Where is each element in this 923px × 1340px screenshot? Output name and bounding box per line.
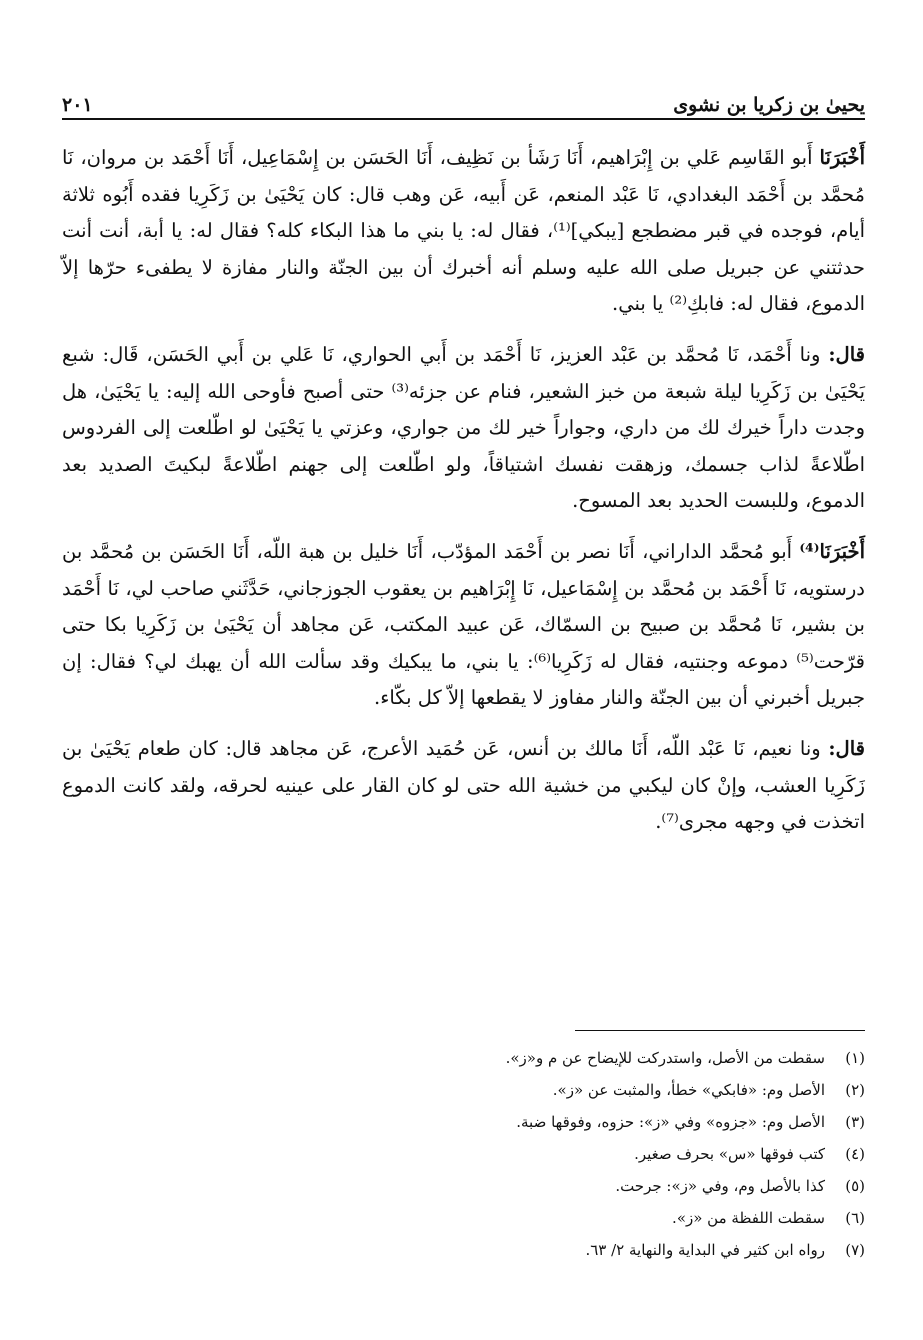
footnote bbox=[62, 1106, 865, 1138]
footnote bbox=[62, 1042, 865, 1074]
paragraph-text: أَبو مُحمَّد الداراني، أَنَا نصر بن أَحْمَد المؤدّب، أَنَا خليل بن هبة اللّه، أَنَا الحَسَن بن مُحمَّد بن درستويه، نَا أَحْمَد بن مُحمَّد بن إِسْمَاعيل، نَا إِبْرَاهيم بن يعقوب الجوزجاني، حَدَّثَني صاحب لي، نَا أَحْمَد بن بشير، نَا مُحمَّد بن صبيح بن السمّاك، عَن عبيد المكتب، عَن مجاهد أن يَحْيَىٰ بن زَكَرِيا بكا حتى قرّحت⁽⁵⁾ دموعه وجنتيه، فقال له زَكَرِيا⁽⁶⁾: يا بني، ما يبكيك وقد سألت الله أن يهبك لي؟ فقال: إن جبريل أخبرني أن بين الجنّة والنار مفاوز لا يقطعها إلاّ كل بكّاء. bbox=[62, 539, 865, 710]
footnote bbox=[62, 1170, 865, 1202]
footnote-text: كتب فوقها «س» بحرف صغير. bbox=[634, 1145, 825, 1163]
page-header bbox=[62, 80, 865, 116]
paragraph-lead: قال: bbox=[828, 342, 865, 366]
paragraph-lead: قال: bbox=[828, 736, 865, 760]
footnote bbox=[62, 1234, 865, 1266]
footnote-number: (٦) bbox=[845, 1209, 865, 1227]
footnote-text: رواه ابن كثير في البداية والنهاية ٢/ ٦٣. bbox=[585, 1241, 825, 1259]
footnote-number: (١) bbox=[845, 1049, 865, 1067]
paragraph bbox=[62, 140, 865, 323]
footnote-text: الأصل وم: «فابكي» خطأ، والمثبت عن «ز». bbox=[552, 1081, 825, 1099]
footnote bbox=[62, 1138, 865, 1170]
main-text bbox=[62, 140, 865, 855]
footnotes bbox=[62, 1042, 865, 1266]
footnote-number: (٢) bbox=[845, 1081, 865, 1099]
footnote-number: (٧) bbox=[845, 1241, 865, 1259]
footnote-number: (٤) bbox=[845, 1145, 865, 1163]
footnote bbox=[62, 1074, 865, 1106]
paragraph bbox=[62, 731, 865, 841]
footnote-number: (٥) bbox=[845, 1177, 865, 1195]
paragraph bbox=[62, 534, 865, 717]
running-title: يحيىٰ بن زكريا بن نشوى bbox=[673, 94, 865, 116]
footnote-text: سقطت اللفظة من «ز». bbox=[672, 1209, 825, 1227]
paragraph bbox=[62, 337, 865, 520]
footnote bbox=[62, 1202, 865, 1234]
paragraph-lead: أَخْبَرَنَا bbox=[819, 146, 865, 169]
footnote-text: الأصل وم: «جزوه» وفي «ز»: حزوه، وفوقها ضبة. bbox=[516, 1113, 825, 1131]
header-rule bbox=[62, 118, 865, 120]
paragraph-lead: أَخْبَرَنَا⁽⁴⁾ bbox=[799, 539, 865, 563]
footnote-number: (٣) bbox=[845, 1113, 865, 1131]
paragraph-text: ونا أَحْمَد، نَا مُحمَّد بن عَبْد العزيز، نَا أَحْمَد بن أَبي الحواري، نَا عَلي بن أَبي الحَسَن، قَال: شبع يَحْيَىٰ بن زَكَرِيا ليلة شبعة من خبز الشعير، فنام عن جزئه⁽³⁾ حتى أصبح فأوحى الله إليه: يا يَحْيَىٰ، هل وجدت داراً خيرك لك من داري، وجواراً خير لك من جواري، وعزتي يا يَحْيَىٰ لو اطّلعت إلى الفردوس اطّلاعةً لذاب جسمك، وزهقت نفسك اشتياقاً، ولو اطّلعت إلى جهنم اطّلاعةً لبكيتَ الصديد بعد الدموع، وللبست الحديد بعد المسوح. bbox=[62, 342, 866, 513]
paragraph-text: ونا نعيم، نَا عَبْد اللّه، أَنَا مالك بن أنس، عَن حُمَيد الأعرج، عَن مجاهد قال: كان طعام يَحْيَىٰ بن زَكَرِيا العشب، وإنْ كان ليكبي من خشية الله حتى لو كان القار على عينيه لحرقه، ولقد كانت الدموع اتخذت في وجهه مجرى⁽⁷⁾. bbox=[62, 736, 865, 834]
footnote-text: سقطت من الأصل، واستدركت للإيضاح عن م و«ز». bbox=[505, 1049, 825, 1067]
page-number: ٢٠١ bbox=[62, 94, 93, 116]
footnote-rule bbox=[575, 1030, 865, 1031]
footnote-text: كذا بالأصل وم، وفي «ز»: جرحت. bbox=[615, 1177, 825, 1195]
paragraph-text: أَبو القَاسِم عَلي بن إِبْرَاهيم، أَنَا رَشَأ بن نَظِيف، أَنَا الحَسَن بن إِسْمَاعِيل، أَنَا أَحْمَد بن مروان، نَا مُحمَّد بن أَحْمَد البغدادي، نَا عَبْد المنعم، عَن أَبيه، عَن وهب قال: كان يَحْيَىٰ بن زَكَرِيا فقده أَبُوه ثلاثة أيام، فوجده في قبر مضطجع [يبكي]⁽¹⁾، فقال له: يا بني ما هذا البكاء كله؟ فقال له: يا أبة، أنت أنت حدثتني عن جبريل صلى الله عليه وسلم أنه أخبرك أن بين الجنّة والنار مفازة لا يطفىء حرّها إلاّ الدموع، فقال له: فابكِ⁽²⁾ يا بني. bbox=[62, 146, 865, 316]
